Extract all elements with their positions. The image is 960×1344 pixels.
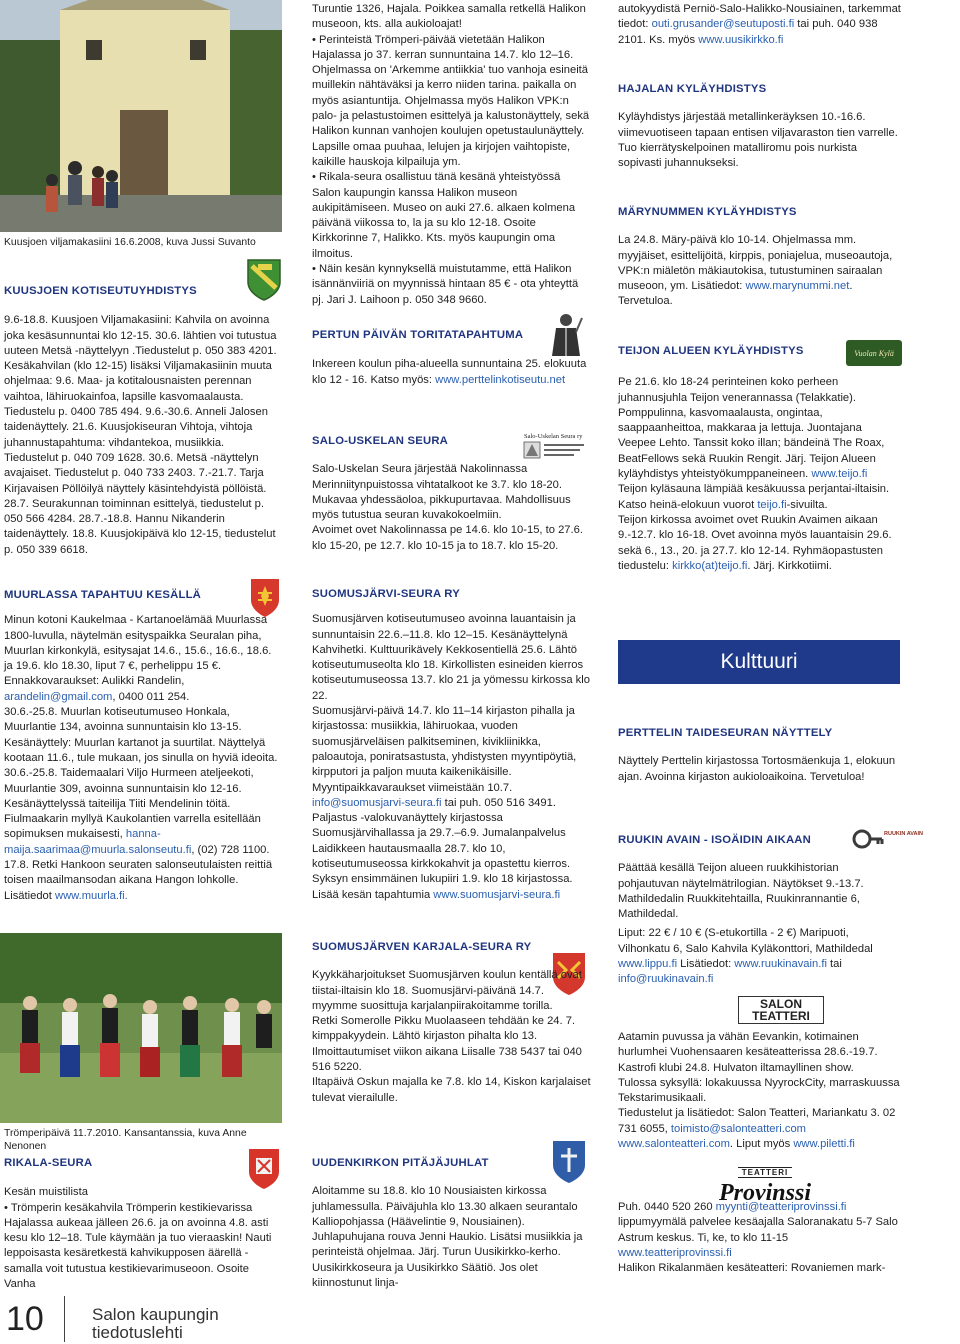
- suomusjarvi-p3: [312, 811, 592, 903]
- muurla-p4-tail: , (02) 728 1100.: [191, 843, 270, 856]
- pertteli-text: Näyttely Perttelin kirjastossa Tortosmäenkuja 1, elokuun ajan. Avoinna kirjaston aukioloaikoina. Tervetuloa!: [618, 755, 896, 783]
- muurla-p1: [4, 613, 282, 705]
- muurla-p4-text: Fiulmaakarin myllyä Kaukolantien varrella esitellään sopimuksen mukaisesti,: [4, 813, 261, 841]
- footer-divider: [64, 1296, 65, 1342]
- suomusjarvi-p2: [312, 704, 592, 811]
- hajala-heading: HAJALAN KYLÄYHDISTYS: [618, 83, 767, 95]
- salon-teatteri-p1: Aatamin puvussa ja vähän Eevankin, kotimainen hurlumhei Vuohensaaren kesäteatterissa 28.6.-19.7. Kastrofi klubi 24.8. Hulvaton iltamayllinen show.: [618, 1031, 878, 1074]
- salo-p1: Salo-Uskelan Seura järjestää Nakolinnassa Merinniitynpuistossa vihtatalkoot ke 3.7. klo 18-20. Mukavaa yhdessäoloa, pikkupurtavaa. Mahdollisuus myös tutustua seuran kuvakokoelmiin.: [312, 463, 571, 522]
- suomusjarvi-heading: SUOMUSJÄRVI-SEURA RY: [312, 588, 460, 600]
- ruukin-section: [618, 833, 902, 1003]
- marynummi-text-body: La 24.8. Märy-päivä klo 10-14. Ohjelmassa mm. myyjäiset, esittelijöitä, kirppis, poniajelua, museoautoja, VPK:n miäletön mäkiautokisa, tutustuminen sairaalan museoon, ym. Lisätiedot:: [618, 234, 893, 293]
- rikala-heading: RIKALA-SEURA: [4, 1157, 93, 1169]
- muurla-mylly-link[interactable]: hanna-maija.saarimaa@muurla.salonseutu.fi: [4, 828, 192, 856]
- kuusjoki-heading: KUUSJOEN KOTISEUTUYHDISTYS: [4, 285, 197, 297]
- muurla-p5: [4, 858, 282, 904]
- salo-heading: SALO-USKELAN SEURA: [312, 435, 449, 447]
- teijo-p3-text: Teijon kirkossa avoimet ovet Ruukin Avaimen aikaan 9.-12.7. klo 16-18. Ovet avoinna myös lauantaisin 29.6. sekä 6., 13., 20. ja 27.7. klo 12-14. Ryhmäopastusten tiedustelu:: [618, 513, 892, 572]
- muurla-heading: MUURLASSA TAPAHTUU KESÄLLÄ: [4, 589, 202, 601]
- pertteli-heading: PERTTELIN TAIDESEURAN NÄYTTELY: [618, 727, 833, 739]
- salo-p2: Avoimet ovet Nakolinnassa pe 14.6. klo 10-15, to 27.6. klo 15-20, pe 12.7. klo 10-15 ja to 18.7. klo 15-20.: [312, 524, 583, 552]
- teijo-p2: [618, 482, 902, 513]
- ruukin-p1: Päättää kesällä Teijon alueen ruukkihistorian pohjautuvan näytelmätrilogian. Näytökset 9.-13.7. Mathildedalin Ruukkitehtailla, Ruukinrannantie 6, Mathildedal.: [618, 862, 864, 921]
- rikala-text: • Trömperin kesäkahvila Trömperin kestikievarissa Hajalassa aukeaa jälleen 26.6. ja on avoinna 4.8. asti kesu klo 12–18. Tule käymään ja tuo vieraaskin! Nauti leppoisasta kesäretkestä kahvikupposen äärellä - samalla voit tutustua kestikievarimuseoon. Osoite Vanha: [4, 1201, 282, 1293]
- svg-text:RUUKIN AVAIN: RUUKIN AVAIN: [884, 831, 924, 837]
- kuusjoki-text: 9.6-18.8. Kuusjoen Viljamakasiini: Kahvila on avoinna joka kesäsunnuntai klo 12-15. 30.6. lähtien voi tutustua uuteen Metsä -näyttelyyn .Tiedustelut p. 050 383 4201. Kesäkahvilan (klo 12-15) lisäksi Viljamakasiinin muuta ohjelmaa: 9.6. Maa- ja kotitalousnaisten perennan vaihtoa, lähiruokainfoa, lapsille kasvomaalausta. Tiedustelu p. 0400 785 494. 9.6.-30.6. Anneli Jalosen taidenäyttely. 21.6. Kuusjokiseuran Vihtoja, vihtoja juhannustapahtuma: vihdantekoa, musiikkia. Tiedustelut p. 040 709 1628. 30.6. Metsä -näyttelyn avajaiset. Tiedustelut p. 040 733 2403. 7.-21.7. Tarja Kirjavaisen Pöllöilyä näyttely käsintehdyistä pöllöistä. 28.7. Seurakunnan toiminnan esittelyä, tiedustelut p. 050 566 4284. 28.7.-18.8. Hannu Nikanderin taidenäyttely. 18.8. Kuusjokipäivä klo 12-15, tiedustelut p. 050 339 6618.: [4, 314, 277, 556]
- muurla-web-link[interactable]: www.muurla.fi.: [55, 889, 128, 902]
- teijo-sauna-link[interactable]: teijo.fi: [757, 498, 787, 511]
- provinssi-section: [618, 1200, 902, 1280]
- muurla-p4: [4, 812, 282, 858]
- column-2-top: [312, 2, 592, 306]
- piletti-link[interactable]: www.piletti.fi: [793, 1138, 855, 1151]
- pertun-text-body: Inkereen koulun piha-alueella sunnuntaina 25. elokuuta klo 12 - 16. Katso myös:: [312, 358, 587, 386]
- pertun-heading: PERTUN PÄIVÄN TORITATAPAHTUMA: [312, 329, 524, 341]
- salon-teatteri-logo: [738, 996, 824, 1024]
- col2-bullet1: • Perinteistä Trömperi-päivää vietetään Halikon Hajalassa jo 37. kerran sunnuntaina 14.7. klo 12–16. Ohjelmassa on 'Arkemme antiikkia' tuo vanhoja esineitä muillekin nähtäväksi ja kerro niiden tarina. paikalla on myös asiantuntija. Ohjelmassa myös Halikon VPK:n palo- ja pelastustoimen esittelyä ja kalustonäyttely, sekä Halikon kunnan vanhojen koulujen opetustaulunäyttely. Lapsille omaa puuhaa, lelujen ja kirjojen vaihtopiste, kaikille hauskoja kilpailuja ym.: [312, 33, 592, 171]
- salon-teatteri-p2: Tulossa syksyllä: lokakuussa NyyrockCity, marraskuussa Tekstarimusikaali.: [618, 1076, 900, 1105]
- ruukin-p2-mid2: tai: [826, 958, 842, 971]
- suomusjarvi-p1: Suomusjärven kotiseutumuseo avoinna lauantaisin ja sunnuntaisin 22.6.–11.8. klo 12–15. Kesänäyttelynä Kahvihetki. Kulttuurikävely Kekkosentiellä 25.6. Lähtö kotiseutumuseolta klo 18. Kirkollisten esineiden kierros kotiseutumuseossa 13.7. klo 21 ja yömessu kirkossa klo 22.: [312, 613, 590, 702]
- muurla-p2: 30.6.-25.8. Muurlan kotiseutumuseo Honkala, Muurlantie 134, avoinna sunnuntaisin klo 13-15. Kesänäyttely: Muurlan kartanot ja suurtilat. Näyttelyä kootaan 11.6., tule mukaan, jos sinulla on hyviä ideoita.: [4, 706, 278, 764]
- salon-teatteri-web-link[interactable]: www.salonteatteri.com: [618, 1138, 730, 1151]
- page-number: 10: [6, 1300, 44, 1338]
- teijo-kirkko-link[interactable]: kirkko(at)teijo.fi: [672, 559, 748, 572]
- col3-top-mid: tai puh. 040 938 2101. Ks. myös: [618, 18, 878, 46]
- karjala-section: [312, 940, 592, 1120]
- ruukin-heading: RUUKIN AVAIN - ISOÄIDIN AIKAAN: [618, 834, 812, 846]
- teijo-p2-tail: -sivuilta.: [786, 498, 828, 511]
- salon-teatteri-p3-mid2: . Liput myös: [729, 1138, 794, 1151]
- provinssi-logo-small: TEATTERI: [738, 1167, 793, 1178]
- ruukinavain-email-link[interactable]: info@ruukinavain.fi: [618, 973, 714, 986]
- col2-top-text: Turuntie 1326, Hajala. Poikkea samalla retkellä Halikon museoon, kts. alla aukioloajat!: [312, 3, 586, 31]
- teijo-p2-text: Teijon kyläsauna lämpiää kesäkuussa perjantai-iltaisin. Katso heinä-elokuun vuorot: [618, 483, 890, 511]
- salo-section: [312, 434, 592, 564]
- provinssi-p1-tail: lippumyymälä palvelee kesäajalla Saloranakatu 5-7 Salo Astrum keskus. Ti, ke, to klo 11-15: [618, 1216, 898, 1244]
- karjala-p1: Kyykkäharjoitukset Suomusjärven koulun kentällä ovat tiistai-iltaisin klo 18. Suomusjärvi-päivänä 14.7. myymme suosittuja karjalanpiirakoitamme torilla.: [312, 969, 582, 1012]
- provinssi-email-link[interactable]: myynti@teatteriprovinssi.fi: [715, 1201, 847, 1213]
- viljamakasiini-photo: [0, 0, 282, 232]
- pertun-section: [312, 328, 592, 408]
- tromperipaiva-photo: [0, 933, 282, 1123]
- muurla-p3: 30.6.-25.8. Taidemaalari Viljo Hurmeen ateljeekoti, Muurlantie 309, avoinna sunnuntaisin klo 12-16. Kesänäyttelyssä taiteilija Tiiti Mendelinin töitä.: [4, 767, 254, 810]
- suomusjarvi-section: [312, 587, 592, 917]
- uudenkirkon-section: [312, 1156, 592, 1290]
- uudenkirkon-heading: UUDENKIRKON PITÄJÄJUHLAT: [312, 1157, 489, 1169]
- salon-teatteri-p3: [618, 1106, 902, 1152]
- pertun-text: [312, 357, 592, 388]
- ruukin-p2-mid: Lisätiedot:: [677, 958, 735, 971]
- karjala-p2: Retki Somerolle Pikku Muolaaseen tehdään ke 24. 7. kimppakyydein. Lähtö kirjaston pihalta klo 13. Ilmoittautumiset viikon aikana Liisalle 738 5437 tai 040 516 5220.: [312, 1015, 582, 1074]
- hajala-section: [618, 82, 902, 182]
- salon-teatteri-section: [618, 1030, 902, 1160]
- teijo-p1-text: Pe 21.6. klo 18-24 perinteinen koko perheen juhannusjuhla Teijon venerannassa (Telakkatie). Pomppulinna, kasvomaalausta, ongintaa, saappaanheittoa, makkaraa ja lettuja. Juontajana Veepee Lehto. Tanssit koko illan; bändeinä The Roax, BeatFellows sekä Ruukin Rengit. Järj. Teijon Alueen kyläyhdistys yhteistyökumppaneineen.: [618, 376, 885, 481]
- ruukin-p2: [618, 926, 902, 987]
- muurla-p5-text: 17.8. Retki Hankoon seuraten salonseutulaisten reittiä toisen maailmansodan aikana Hangon lohkolle. Lisätiedot: [4, 859, 273, 902]
- muurla-p1-tail: , 0400 011 254.: [112, 690, 190, 703]
- salon-teatteri-p3-text: Tiedustelut ja lisätiedot: Salon Teatteri, Mariankatu 3. 02 731 6055,: [618, 1107, 896, 1135]
- teijo-p1: [618, 375, 902, 482]
- teijo-p3: [618, 513, 902, 574]
- column-1-text: [4, 284, 280, 559]
- salon-teatteri-email-link[interactable]: toimisto@salonteatteri.com: [670, 1122, 806, 1135]
- suomusjarvi-p2-tail: tai puh. 050 516 3491.: [441, 796, 556, 809]
- teijo-heading: TEIJON ALUEEN KYLÄYHDISTYS: [618, 345, 804, 357]
- col2-bullet3: • Näin kesän kynnyksellä muistutamme, että Halikon isännänviiriä on myynnissä hintaan 85 € - ota yhteyttä pj. Jari J. Laihoon p. 050 348 9660.: [312, 262, 592, 308]
- teijo-p3-tail: . Järj. Kirkkotiimi.: [747, 559, 832, 572]
- pertun-link[interactable]: www.perttelinkotiseutu.net: [435, 373, 566, 386]
- marynummi-tail: . Tervetuloa.: [618, 280, 853, 308]
- suomusjarvi-p3-text: Paljastus -valokuvanäyttely kirjastossa Suomusjärvihallassa ja 29.7.–6.9. Jumalanpalvelus Laidikkeen hautausmaalla 28.7. klo 10, kotiseutumuseossa kirkkokahvit ja opastettu kierros. Syksyn ensimmäinen lukupiiri 1.9. klo 18 kirjastossa. Lisää kesän tapahtumia: [312, 812, 573, 901]
- col2-bullet2: • Rikala-seura osallistuu tänä kesänä yhteistyössä Salon kaupungin kanssa Halikon museon aukipitämiseen. Museo on auki 27.6. alkaen kolmena päivänä viikossa to, la ja su klo 12-18. Osoite Kirkkorinne 7, Halikko. Kts. myös kaupungin oma ilmoitus.: [312, 170, 592, 262]
- col3-top-text: [618, 2, 902, 48]
- salo-logo-text: Salo-Uskelan Seura ry: [524, 433, 583, 440]
- marynummi-heading: MÄRYNUMMEN KYLÄYHDISTYS: [618, 206, 797, 218]
- suomusjarvi-p2-text: Suomusjärvi-päivä 14.7. klo 11–14 kirjaston pihalla ja kirjastossa: musiikkia, lähiruokaa, vuoden suomusjärveläisen palkitseminen, kivikliinikka, paloautoja, poniratsastusta, yhdistysten myyntipöytiä, kirpputori ja paljon muuta kaikenikäisille. Myyntipaikkavaraukset viimeistään 10.7.: [312, 705, 577, 794]
- provinssi-p2: Halikon Rikalanmäen kesäteatteri: Rovaniemen mark-: [618, 1262, 886, 1275]
- col3-top-text-body: autokyydistä Perniö-Salo-Halikko-Nousiainen, tarkemmat tiedot:: [618, 3, 901, 31]
- marynummi-text: [618, 233, 902, 309]
- photo1-caption: Kuusjoen viljamakasiini 16.6.2008, kuva Jussi Suvanto: [4, 237, 256, 248]
- column-3-top: [618, 2, 902, 52]
- provinssi-p1: [618, 1200, 902, 1261]
- photo2-caption: Trömperipäivä 11.7.2010. Kansantanssia, kuva Anne Nenonen: [4, 1128, 247, 1152]
- teatteri-provinssi-logo: [700, 1162, 830, 1206]
- muurla-email-link[interactable]: arandelin@gmail.com: [4, 690, 113, 703]
- uusikirkko-email-link[interactable]: outi.grusander@seutuposti.fi: [651, 18, 795, 31]
- uudenkirkon-text: Aloitamme su 18.8. klo 10 Nousiaisten kirkossa juhlamessulla. Päiväjuhla klo 13.30 alkaen seurantalo Kalliopohjassa (Häävelintie 9, Nousiainen). Juhlapuhujana rouva Jenni Haukio. Lisätsi musiikkia ja perinteistä ohjelmaa. Järj. Turun Uusikirkko-kerho. Uusikirkkoseura ja Uusikirkko Säätiö. Jos olet kiinnostunut linja-: [312, 1185, 583, 1290]
- publication-line1: Salon kaupungin: [92, 1305, 219, 1324]
- kulttuuri-banner: Kulttuuri: [618, 640, 900, 684]
- marynummi-link[interactable]: www.marynummi.net: [745, 280, 850, 293]
- svg-text:Vuolan Kylä: Vuolan Kylä: [854, 349, 894, 358]
- lippu-link[interactable]: www.lippu.fi: [618, 958, 678, 971]
- ruukinavain-web-link[interactable]: www.ruukinavain.fi: [734, 958, 827, 971]
- muurla-section: [4, 588, 282, 924]
- uusikirkko-web-link[interactable]: www.uusikirkko.fi: [698, 33, 784, 46]
- pertteli-section: [618, 726, 902, 812]
- viljamakasiini-image: [0, 0, 282, 232]
- salon-teatteri-logo-text: SALON TEATTERI: [752, 997, 810, 1023]
- teijo-section: [618, 344, 902, 622]
- rikala-sub: Kesän muistilista: [4, 1186, 88, 1199]
- ruukin-p2-text: Liput: 22 € / 10 € (S-etukortilla - 2 €) Maripuoti, Vilhonkatu 6, Salo Kahvila Kyläkonttori, Mathildedal: [618, 927, 873, 955]
- karjala-heading: SUOMUSJÄRVEN KARJALA-SEURA RY: [312, 941, 532, 953]
- suomusjarvi-email-link[interactable]: info@suomusjarvi-seura.fi: [312, 796, 442, 809]
- publication-line2: tiedotuslehti: [92, 1323, 183, 1342]
- teijo-web-link[interactable]: www.teijo.fi: [811, 468, 868, 481]
- provinssi-web-link[interactable]: www.teatteriprovinssi.fi: [618, 1246, 732, 1259]
- karjala-p3: Iltapäivä Oskun majalla ke 7.8. klo 14, Kiskon karjalaiset tulevat vierailulle.: [312, 1076, 591, 1104]
- muurla-p1-text: Minun kotoni Kaukelmaa - Kartanoelämää Muurlassa 1800-luvulla, näytelmän esityspaikka Seuralan piha, Muurlan kirkonkylä, esitysajat 14.6., 15.6., 16.6., 18.6. ja 19.6. klo 18.30, liput 7 €, perhelippu 15 €. Ennakkovaraukset: Aulikki Randelin,: [4, 614, 272, 688]
- rikala-section: [4, 1156, 282, 1291]
- suomusjarvi-web-link[interactable]: www.suomusjarvi-seura.fi: [433, 888, 561, 901]
- provinssi-p1-text: Puh. 0440 520 260: [618, 1201, 716, 1213]
- hajala-text: Kyläyhdistys järjestää metallinkeräyksen 10.-16.6. viimevuotiseen tapaan entisen viljavaraston tien varrelle. Tuo kierrätyskelpoinen matalliromu pois nurkista sopivasti juhannukseksi.: [618, 111, 898, 170]
- marynummi-section: [618, 205, 902, 317]
- publication-name: [92, 1306, 219, 1342]
- provinssi-logo-text: Provinssi: [718, 1180, 811, 1206]
